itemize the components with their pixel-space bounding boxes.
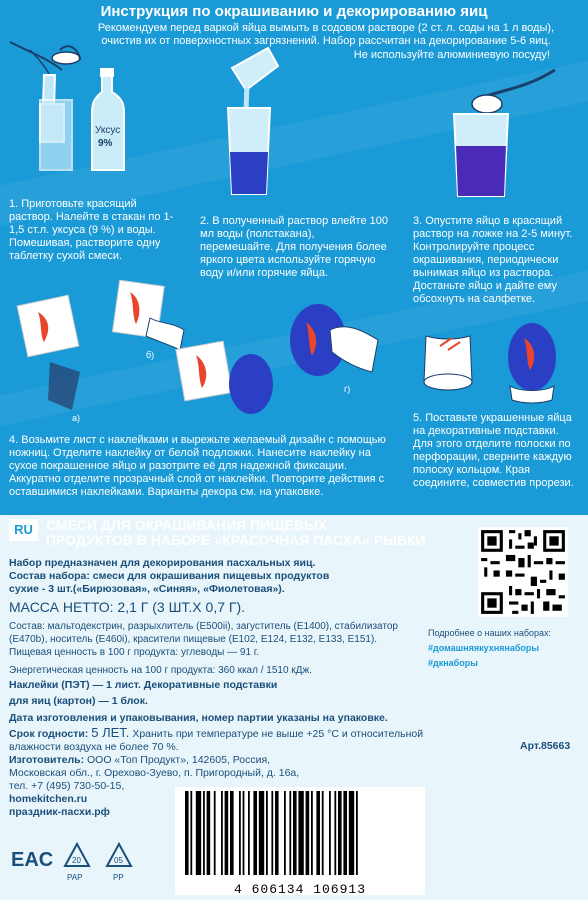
phone-text: тел. +7 (495) 730-50-15, [9, 780, 125, 792]
barcode-bar [316, 791, 320, 875]
barcode-bar [203, 791, 205, 875]
energy-text: Энергетическая ценность на 100 г продукта: 360 ккал / 1510 кДж. [9, 665, 312, 676]
intro-text: Рекомендуем перед варкой яйца вымыть в содовом растворе (2 ст. л. соды на 1 л воды), очистив их от поверхностных загрязнений. Набор рассчитан на декорирование 5-6 яиц. [97, 22, 555, 47]
ingredients-text: Состав: мальтодекстрин, разрыхлитель (E500ii), загуститель (E1400), стабилизатор (E470b), носитель (E460i), красители пищевые (E102, E124, E132, E133, E151). Пищевая ценность в 100 г продукта: углеводы — 91 г. [9, 621, 398, 658]
barcode-bar [311, 791, 313, 875]
shelf-life-rest: Хранить при температуре не выше +25 °С и относительной влажности воздуха не более 70 %. [9, 728, 424, 753]
stickers-line2: для яиц (картон) — 1 блок. [9, 695, 148, 707]
barcode-bar [190, 791, 192, 875]
language-badge: RU [9, 519, 38, 541]
product-info [9, 557, 469, 616]
label-v: в) [212, 340, 220, 350]
barcode-bar [230, 791, 234, 875]
barcode-bar [306, 791, 310, 875]
svg-text:PP: PP [113, 873, 124, 882]
barcode-bar [196, 791, 201, 875]
qr-code-graphic [478, 527, 568, 617]
manufacturer-text: ООО «Топ Продукт», 142605, Россия, Московская обл., г. Орехово-Зуево, п. Пригородный, д. 16а, [9, 754, 300, 779]
product-title [46, 518, 466, 548]
article-number: Арт.85663 [520, 740, 571, 752]
barcode-bar [248, 791, 250, 875]
step4g-illustration [290, 304, 378, 394]
svg-text:05: 05 [114, 856, 123, 865]
barcode [175, 787, 425, 895]
svg-text:PAP: PAP [67, 873, 83, 882]
barcode-bar [338, 791, 342, 875]
marks-graphic [9, 836, 169, 894]
barcode-bar [207, 791, 211, 875]
barcode-bar [271, 791, 273, 875]
date-info: Дата изготовления и упаковывания, номер партии указаны на упаковке. [9, 712, 388, 724]
barcode-bar [289, 791, 291, 875]
shelf-life [9, 726, 429, 754]
certification-marks [9, 836, 169, 894]
page-title: Инструкция по окрашиванию и декорированию яиц [100, 3, 488, 20]
site-link-2[interactable]: праздник-пасхи.рф [9, 806, 110, 818]
purpose-text: Набор предназначен для декорирования пасхальных яиц. [9, 557, 316, 569]
recycle-pp-icon [107, 844, 131, 882]
stickers-info [9, 679, 429, 708]
bottle-percent: 9% [98, 138, 113, 149]
warning-text: Не используйте алюминиевую посуду! [353, 49, 550, 61]
barcode-bar [284, 791, 286, 875]
step3-illustration [454, 70, 555, 196]
qr-code[interactable] [478, 527, 568, 617]
site-link-1[interactable]: homekitchen.ru [9, 793, 88, 805]
composition-line2: сухие - 3 шт.(«Бирюзовая», «Синяя», «Фиолетовая»). [9, 583, 285, 595]
barcode-bar [259, 791, 264, 875]
svg-text:20: 20 [72, 856, 81, 865]
barcode-bar [275, 791, 279, 875]
product-title-line2: ПРОДУКТОВ В НАБОРЕ «КРАСОЧНАЯ ПАСХА» РЫБКИ [46, 532, 426, 548]
net-mass: МАССА НЕТТО: 2,1 Г (3 ШТ.Х 0,7 Г). [9, 599, 246, 615]
barcode-bar [253, 791, 257, 875]
barcode-bar [322, 791, 324, 875]
barcode-bar [298, 791, 303, 875]
barcode-bars [175, 787, 425, 877]
hashtag-1[interactable]: #домашняякухнянаборы [428, 643, 540, 653]
manufacturer-label: Изготовитель: [9, 754, 85, 766]
barcode-bar [343, 791, 347, 875]
step5-illustration [424, 323, 556, 403]
barcode-bar [239, 791, 241, 875]
hashtag-2[interactable]: #дкнаборы [428, 658, 478, 668]
label-g: г) [344, 384, 351, 394]
product-title-line1: СМЕСИ ДЛЯ ОКРАШИВАНИЯ ПИЩЕВЫХ [46, 517, 328, 533]
step-2-text: 2. В полученный раствор влейте 100 мл воды (полстакана), перемешайте. Для получения более яркого цвета используйте горячую воду и/или горячие яйца. [200, 215, 388, 279]
barcode-bar [221, 791, 223, 875]
step-5-text: 5. Поставьте украшенные яйца на декоративные подставки. Для этого отделите полоски по перфорации, сверните каждую полоску кольцом. Края соедините, совместив прорези. [413, 412, 574, 489]
barcode-bar [334, 791, 336, 875]
step2-illustration [228, 48, 278, 194]
barcode-bar [293, 791, 297, 875]
barcode-bar [266, 791, 268, 875]
step4b-illustration [112, 280, 184, 360]
label-a: а) [72, 413, 81, 423]
barcode-number: 4 606134 106913 [233, 882, 367, 897]
step4a-illustration [17, 295, 80, 423]
barcode-bar [214, 791, 216, 875]
composition-line1: Состав набора: смеси для окрашивания пищевых продуктов [9, 570, 330, 582]
barcode-bar [356, 791, 358, 875]
step-4-text: 4. Возьмите лист с наклейками и вырежьте желаемый дизайн с помощью ножниц. Отделите наклейку от белой подложки. Нанесите наклейку на сухое покрашенное яйцо и разотрите её для надежной фиксации. Аккуратно отделите прозрачный слой от наклейки. Повторите действия с оставшимися наклейками. Варианты декора см. на упаковке. [9, 434, 386, 498]
step-1-text: 1. Приготовьте красящий раствор. Налейте в стакан по 1-1,5 ст.л. уксуса (9 %) и воды. Помешивая, растворите одну таблетку сухой смеси. [9, 198, 174, 262]
step4v-illustration [176, 340, 273, 414]
barcode-bar [225, 791, 229, 875]
shelf-life-value: 5 ЛЕТ. [91, 725, 130, 740]
shelf-life-label: Срок годности: [9, 728, 89, 740]
barcode-bar [243, 791, 245, 875]
label-b: б) [146, 350, 155, 360]
recycle-pap-icon [65, 844, 89, 882]
barcode-bar [349, 791, 354, 875]
step-3-text: 3. Опустите яйцо в красящий раствор на ложке на 2-5 минут. Контролируйте процесс окрашивания, периодически вынимая яйцо из раствора. Достаньте яйцо и дайте ему обсохнуть на салфетке. [413, 215, 573, 305]
more-info-text: Подробнее о наших наборах: [428, 628, 552, 638]
stickers-line1: Наклейки (ПЭТ) — 1 лист. Декоративные подставки [9, 679, 278, 691]
bottle-label: Уксус [95, 125, 121, 136]
eac-mark-icon: EAC [11, 849, 54, 871]
social-info [428, 627, 576, 669]
step1-illustration [10, 42, 124, 170]
barcode-bar [329, 791, 331, 875]
barcode-bar [185, 791, 189, 875]
